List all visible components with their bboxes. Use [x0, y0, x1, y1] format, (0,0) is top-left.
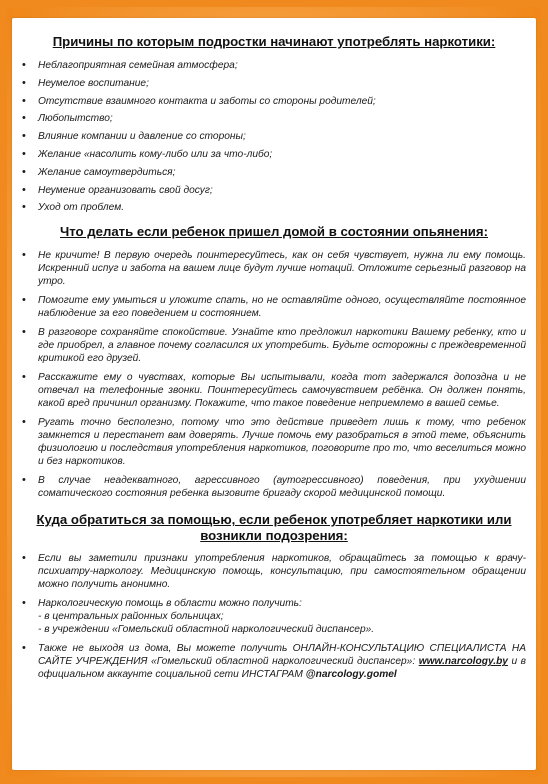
- list-item: • Расскажите ему о чувствах, которые Вы испытывали, когда тот задержался допоздна и не отвечал на телефонные звонки. Поинтересуйтесь самочувствием ребёнка. Он должен понять, какой вред причинил организму. Покажите, что такое поведение неприемлемо в вашей семье.: [22, 371, 526, 410]
- list-item: [22, 597, 526, 636]
- list-item: • Помогите ему умыться и уложите спать, но не оставляйте одного, осуществляйте постоянное наблюдение за его поведением и состоянием.: [22, 294, 526, 320]
- bullet-icon: •: [22, 642, 26, 655]
- list-item: • Любопытство;: [22, 112, 113, 125]
- bullet-icon: •: [22, 183, 26, 196]
- list-item: • Также не выходя из дома, Вы можете получить ОНЛАЙН-КОНСУЛЬТАЦИЮ СПЕЦИАЛИСТА НА САЙТЕ УЧРЕЖДЕНИЯ «Гомельский областной наркологический диспансер»: www.narcology.by и в официальном аккаунте социальной сети ИНСТАГРАМ @narcology.gomel: [22, 642, 526, 681]
- bullet-icon: •: [22, 94, 26, 107]
- list-item: • Если вы заметили признаки употребления наркотиков, обращайтесь за помощью к врачу-психиатру-наркологу. Медицинскую помощь, консультацию, при самостоятельном обращении можно получить анонимно.: [22, 552, 526, 591]
- list-item: • Желание самоутвердиться;: [22, 165, 176, 178]
- help-option: - в центральных районных больницах;: [38, 611, 224, 623]
- bullet-icon: •: [22, 371, 26, 384]
- help-intro: Наркологическую помощь в области можно получить:: [38, 598, 302, 610]
- reasons-list: [22, 59, 526, 214]
- bullet-icon: •: [22, 597, 26, 610]
- section-title-help: Куда обратиться за помощью, если ребенок употребляет наркотики или возникли подозрения:: [36, 512, 512, 544]
- list-item: • Неблагоприятная семейная атмосфера;: [22, 59, 238, 71]
- help-option: - в учреждении «Гомельский областной наркологический диспансер».: [38, 624, 375, 636]
- help-list: [22, 552, 526, 681]
- bullet-icon: •: [22, 474, 26, 487]
- bullet-icon: •: [22, 249, 26, 262]
- bullet-icon: •: [22, 112, 26, 125]
- bullet-icon: •: [22, 76, 26, 89]
- list-item: • Отсутствие взаимного контакта и заботы со стороны родителей;: [22, 94, 376, 107]
- list-item: • Влияние компании и давление со стороны;: [22, 130, 246, 143]
- bullet-icon: •: [22, 130, 26, 143]
- list-item: • Уход от проблем.: [22, 201, 125, 214]
- list-item: • Желание «насолить кому-либо или за что-либо;: [22, 147, 273, 160]
- list-item: • В разговоре сохраняйте спокойствие. Узнайте кто предложил наркотики Вашему ребенку, кто и где приобрел, а главное почему согласился их употребить. Будьте осторожны с преждевременной критикой его друзей.: [22, 326, 526, 365]
- bullet-icon: •: [22, 59, 26, 71]
- bullet-icon: •: [22, 201, 26, 214]
- bullet-icon: •: [22, 416, 26, 429]
- list-item: • Ругать точно бесполезно, потому что это действие приведет лишь к тому, что ребенок замкнется и перестанет вам доверять. Лучше помочь ему разобраться в этой теме, объяснить физиологию и последствия употребления наркотиков, поговорите про то, что веселиться можно и без наркотиков.: [22, 416, 526, 468]
- instagram-handle[interactable]: @narcology.gomel: [305, 669, 397, 681]
- bullet-icon: •: [22, 165, 26, 178]
- section-title-intoxication: Что делать если ребенок пришел домой в состоянии опьянения:: [60, 224, 488, 240]
- list-item: • Не кричите! В первую очередь поинтересуйтесь, как он себя чувствует, нужна ли ему помощь. Искренний испуг и забота на вашем лице будут лучше нотаций. Отложите серьезный разговор на утро.: [22, 249, 526, 288]
- bullet-icon: •: [22, 294, 26, 307]
- document-sheet: [12, 18, 536, 770]
- website-link[interactable]: www.narcology.by: [418, 656, 508, 668]
- list-item: • Неумение организовать свой досуг;: [22, 183, 213, 196]
- section-title-reasons: Причины по которым подростки начинают употреблять наркотики:: [52, 34, 496, 49]
- list-item: • В случае неадекватного, агрессивного (аутогрессивного) поведения, при ухудшении соматического состояния ребенка вызовите бригаду скорой медицинской помощи.: [22, 474, 526, 500]
- intoxication-list: [22, 249, 526, 500]
- bullet-icon: •: [22, 147, 26, 160]
- list-item: • Неумелое воспитание;: [22, 76, 149, 89]
- bullet-icon: •: [22, 326, 26, 339]
- bullet-icon: •: [22, 552, 26, 565]
